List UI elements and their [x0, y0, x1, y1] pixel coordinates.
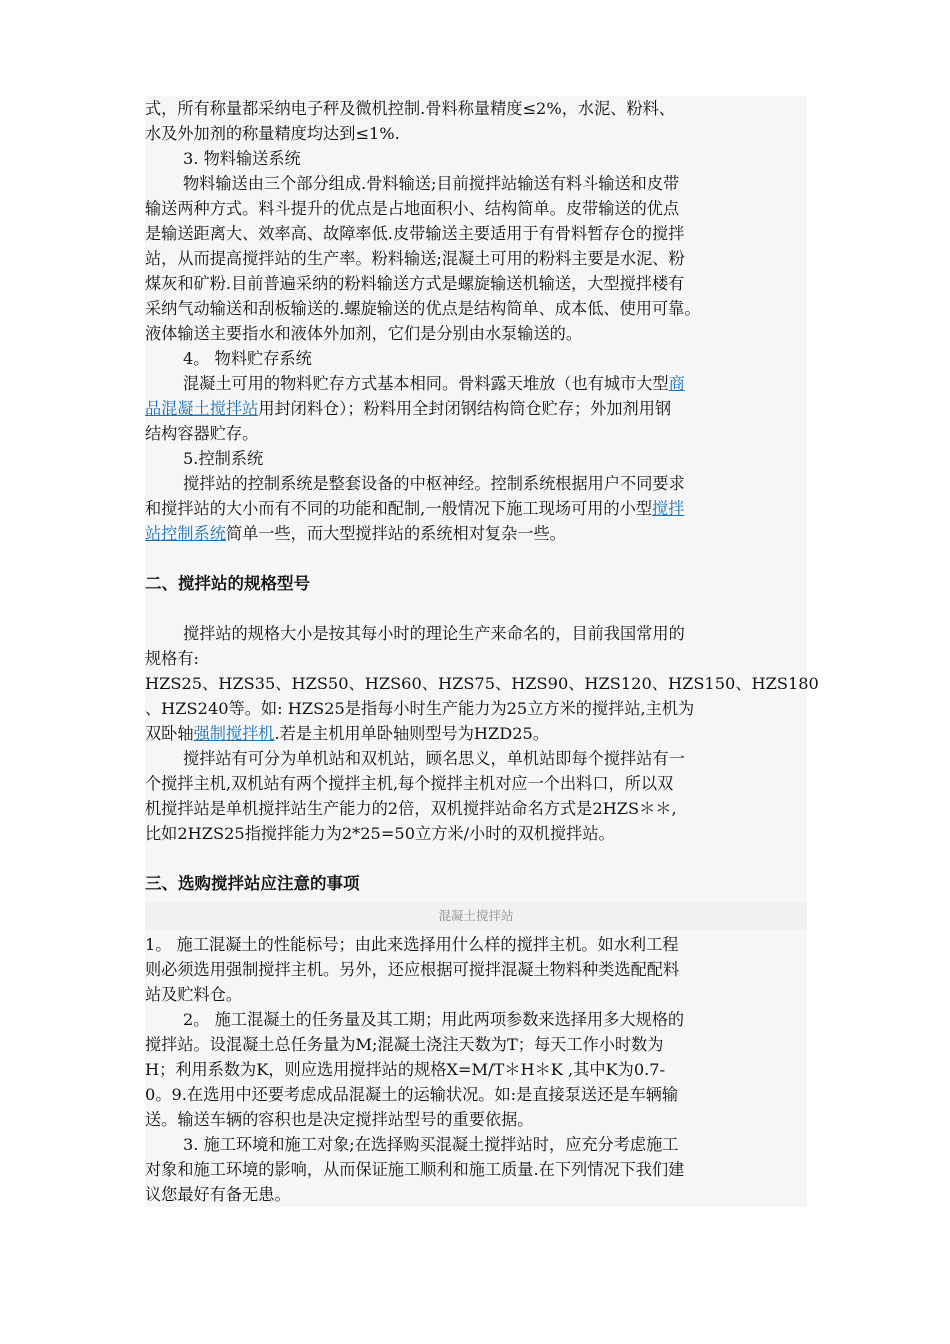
section-heading-2: 二、搅拌站的规格型号 [145, 574, 310, 593]
image-caption: 混凝土搅拌站 [145, 902, 807, 930]
text-line: 机搅拌站是单机搅拌站生产能力的2倍，双机搅拌站命名方式是2HZS＊＊, [145, 799, 677, 818]
item-title-5: 5.控制系统 [183, 449, 264, 468]
text-line: 搅拌站有可分为单机站和双机站，顾名思义，单机站即每个搅拌站有一 [183, 749, 685, 768]
text-line: 则必须选用强制搅拌主机。另外，还应根据可搅拌混凝土物料种类选配配料 [145, 960, 680, 979]
text-line [145, 496, 807, 521]
section-heading-3: 三、选购搅拌站应注意的事项 [145, 874, 360, 893]
link-control-system[interactable]: 搅拌 [651, 499, 685, 518]
text-span: 和搅拌站的大小而有不同的功能和配制,一般情况下施工现场可用的小型 [145, 499, 652, 518]
text-line: H；利用系数为K，则应选用搅拌站的规格X=M/T＊H＊K ,其中K为0.7- [145, 1060, 666, 1079]
text-line: 液体输送主要指水和液体外加剂，它们是分别由水泵输送的。 [145, 324, 583, 343]
text-span: 混凝土可用的物料贮存方式基本相同。骨料露天堆放（也有城市大型 [183, 374, 669, 393]
spacer [145, 546, 807, 571]
text-line [145, 521, 807, 546]
text-line: 搅拌站的控制系统是整套设备的中枢神经。控制系统根据用户不同要求 [183, 474, 685, 493]
text-line: 站及贮料仓。 [145, 985, 243, 1004]
item-title-4: 4。 物料贮存系统 [183, 349, 312, 368]
text-line [145, 396, 807, 421]
text-line: 3. 施工环境和施工对象;在选择购买混凝土搅拌站时，应充分考虑施工 [183, 1135, 679, 1154]
text-line: 个搅拌主机,双机站有两个搅拌主机,每个搅拌主机对应一个出料口，所以双 [145, 774, 674, 793]
text-line: 输送两种方式。料斗提升的优点是占地面积小、结构简单。皮带输送的优点 [145, 199, 680, 218]
text-span: 用封闭料仓）；粉料用全封闭钢结构筒仓贮存；外加剂用钢 [258, 399, 672, 418]
text-line: 2。 施工混凝土的任务量及其工期；用此两项参数来选择用多大规格的 [183, 1010, 685, 1029]
text-line: 采纳气动输送和刮板输送的.螺旋输送的优点是结构简单、成本低、使用可靠。 [145, 299, 701, 318]
text-line: 送。输送车辆的容积也是决定搅拌站型号的重要依据。 [145, 1110, 534, 1129]
text-line: 议您最好有备无患。 [145, 1185, 291, 1204]
text-line: HZS25、HZS35、HZS50、HZS60、HZS75、HZS90、HZS120、HZS150、HZS180 [145, 674, 819, 693]
text-line: 1。 施工混凝土的性能标号；由此来选择用什么样的搅拌主机。如水利工程 [145, 935, 679, 954]
spacer [145, 846, 807, 871]
text-line: 规格有: [145, 649, 200, 668]
item-title-3: 3. 物料输送系统 [183, 149, 301, 168]
text-line: 物料输送由三个部分组成.骨料输送;目前搅拌站输送有料斗输送和皮带 [183, 174, 680, 193]
link-forced-mixer[interactable]: 强制搅拌机 [193, 724, 275, 743]
text-line: 0。9.在选用中还要考虑成品混凝土的运输状况。如:是直接泵送还是车辆输 [145, 1085, 679, 1104]
text-span: .若是主机用单卧轴则型号为HZD25。 [274, 724, 550, 743]
text-span: 简单一些，而大型搅拌站的系统相对复杂一些。 [225, 524, 566, 543]
text-line: 结构容器贮存。 [145, 424, 259, 443]
text-line: 比如2HZS25指搅拌能力为2*25=50立方米/小时的双机搅拌站。 [145, 824, 615, 843]
link-commercial-concrete-cont[interactable]: 品混凝土搅拌站 [145, 399, 259, 418]
text-line: 、HZS240等。如: HZS25是指每小时生产能力为25立方米的搅拌站,主机为 [145, 699, 695, 718]
text-line [145, 721, 807, 746]
text-line: 煤灰和矿粉.目前普遍采纳的粉料输送方式是螺旋输送机输送，大型搅拌楼有 [145, 274, 685, 293]
text-line: 是输送距离大、效率高、故障率低.皮带输送主要适用于有骨料暂存仓的搅拌 [145, 224, 685, 243]
text-line [145, 371, 807, 396]
text-span: 双卧轴 [145, 724, 194, 743]
text-line: 水及外加剂的称量精度均达到≤1%. [145, 124, 400, 143]
text-line: 搅拌站的规格大小是按其每小时的理论生产来命名的，目前我国常用的 [183, 624, 685, 643]
link-control-system-cont[interactable]: 站控制系统 [145, 524, 226, 543]
spacer [145, 596, 807, 621]
link-commercial-concrete[interactable]: 商 [668, 374, 685, 393]
text-line: 搅拌站。设混凝土总任务量为M;混凝土浇注天数为T；每天工作小时数为 [145, 1035, 664, 1054]
article-body [145, 96, 819, 1207]
text-line: 对象和施工环境的影响，从而保证施工顺利和施工质量.在下列情况下我们建 [145, 1160, 685, 1179]
text-line: 站，从而提高搅拌站的生产率。粉料输送;混凝土可用的粉料主要是水泥、粉 [145, 249, 685, 268]
text-line: 式，所有称量都采纳电子秤及微机控制.骨料称量精度≤2%，水泥、粉料、 [145, 99, 676, 118]
